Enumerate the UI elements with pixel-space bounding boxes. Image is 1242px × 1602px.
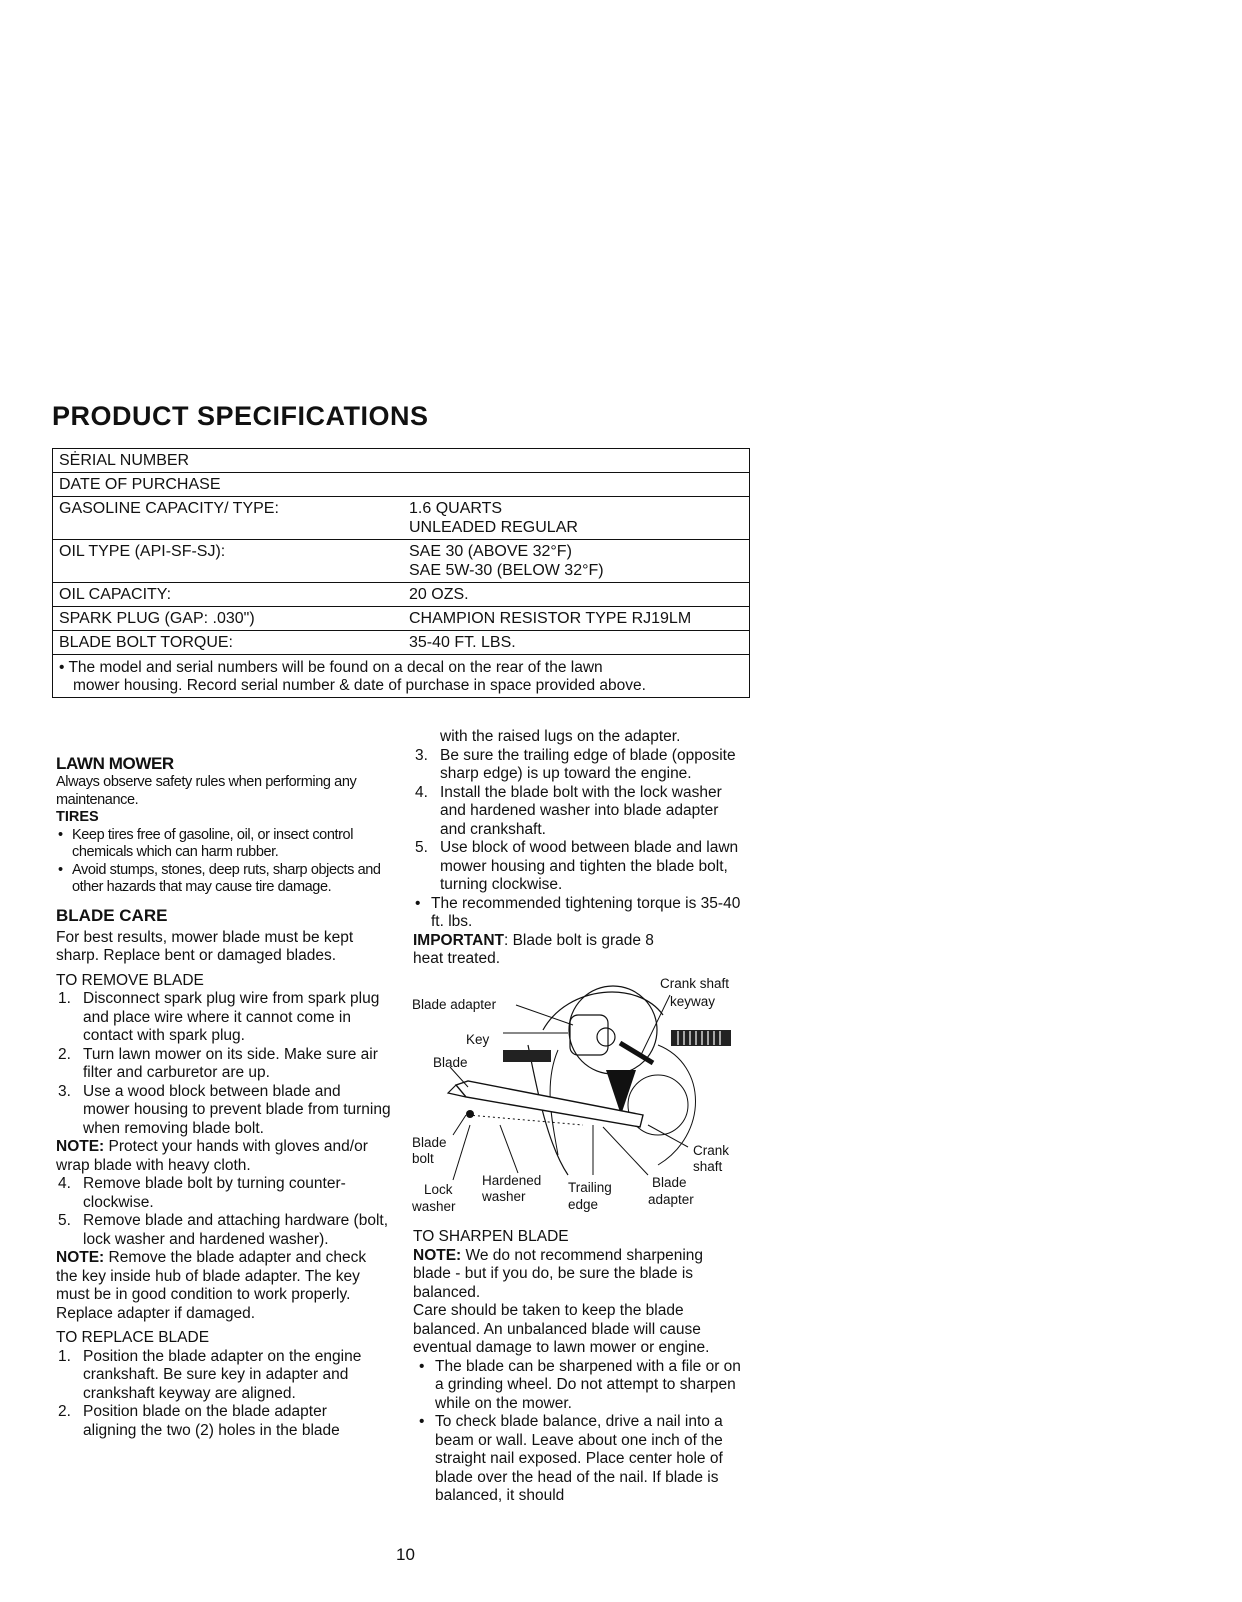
spec-value: 20 OZS.: [409, 586, 469, 603]
keyway-detail: [620, 1043, 653, 1063]
spec-note-line1: • The model and serial numbers will be found on a decal on the rear of the lawn: [59, 659, 603, 676]
spec-label: DATE OF PURCHASE: [59, 476, 221, 493]
right-column-bottom: [413, 1228, 753, 1506]
sharpen-care-text: Care should be taken to keep the blade balanced. An unbalanced blade will cause eventual damage to lawn mower or engine.: [413, 1302, 710, 1356]
list-item: 2. Turn lawn mower on its side. Make sure air filter and carburetor are up.: [58, 1045, 378, 1081]
list-item: • The recommended tightening torque is 35-40 ft. lbs.: [415, 894, 741, 930]
label-blade: Blade: [433, 1055, 468, 1070]
spec-table: [52, 448, 750, 698]
spec-label: SPARK PLUG (GAP: .030"): [59, 610, 255, 627]
key-block: [503, 1050, 551, 1062]
bolt-head: [466, 1110, 474, 1118]
spec-value: 35-40 FT. LBS.: [409, 634, 516, 651]
spec-label: BLADE BOLT TORQUE:: [59, 634, 233, 651]
sharpen-bullets: [413, 1358, 748, 1506]
remove-blade-heading: TO REMOVE BLADE: [56, 971, 204, 989]
bolt-axis: [468, 1115, 583, 1125]
lawn-mower-heading: LAWN MOWER: [56, 754, 174, 773]
tires-heading: TIRES: [56, 809, 99, 825]
label-blade-adapter-1: Blade: [652, 1175, 687, 1190]
sharpen-note: NOTE: We do not recommend sharpening blade - but if you do, be sure the blade is balanced.: [413, 1246, 704, 1301]
list-item: 3. Be sure the trailing edge of blade (opposite sharp edge) is up toward the engine.: [415, 746, 736, 782]
list-item: • Keep tires free of gasoline, oil, or insect control chemicals which can harm rubber.: [58, 826, 354, 860]
label-key: Key: [466, 1032, 490, 1047]
list-item: 4. Install the blade bolt with the lock washer and hardened washer into blade adapter and crankshaft.: [415, 783, 722, 838]
list-item: 4. Remove blade bolt by turning counter-clockwise.: [58, 1175, 346, 1211]
page-title: PRODUCT SPECIFICATIONS: [52, 401, 429, 431]
spec-note: [53, 654, 749, 697]
label-lock-washer-1: Lock: [424, 1182, 453, 1197]
blade-care-heading: BLADE CARE: [56, 905, 168, 925]
spec-row-oil-type: [53, 540, 749, 583]
engine-fins: [671, 1030, 731, 1046]
remove-steps: [56, 990, 391, 1138]
label-hardened-washer-2: washer: [482, 1189, 526, 1204]
spec-label: OIL CAPACITY:: [59, 586, 172, 603]
label-trailing-edge-1: Trailing: [568, 1180, 612, 1195]
adapter-detail: [570, 1015, 608, 1055]
spec-note-line2: mower housing. Record serial number & date of purchase in space provided above.: [73, 677, 646, 694]
label-crank-shaft-1: Crank: [693, 1143, 730, 1158]
replace-blade-heading: TO REPLACE BLADE: [56, 1329, 210, 1346]
label-crank-shaft-keyway-2: keyway: [670, 994, 716, 1009]
remove-steps-2: [56, 1175, 391, 1249]
spec-row-gasoline: [53, 497, 749, 540]
list-item: 5. Remove blade and attaching hardware (bolt, lock washer and hardened washer).: [58, 1212, 389, 1248]
list-item: 1. Position the blade adapter on the engine crankshaft. Be sure key in adapter and crankshaft keyway are aligned.: [58, 1347, 362, 1402]
label-crank-shaft-2: shaft: [693, 1159, 723, 1174]
sharpen-blade-heading: TO SHARPEN BLADE: [413, 1228, 569, 1245]
detail-circle: [569, 986, 657, 1074]
list-item: 3. Use a wood block between blade and mower housing to prevent blade from turning when removing blade bolt.: [58, 1082, 391, 1137]
spec-row-blade-torque: [53, 631, 749, 654]
replace-steps: [56, 1348, 366, 1441]
replace-steps-continued: [413, 747, 748, 895]
label-blade-bolt-1: Blade: [412, 1135, 447, 1150]
adapter-hole: [597, 1028, 615, 1046]
list-item: 5. Use block of wood between blade and lawn mower housing and tighten the blade bolt, turning clockwise.: [415, 839, 739, 893]
spec-label: GASOLINE CAPACITY/ TYPE:: [59, 500, 279, 517]
adapter-note: NOTE: Remove the blade adapter and check the key inside hub of blade adapter. The key must be in good condition to work properly. Replace adapter if damaged.: [56, 1249, 367, 1322]
spec-value-2: UNLEADED REGULAR: [409, 519, 578, 536]
spec-row-spark-plug: [53, 607, 749, 631]
continuation-text: with the raised lugs on the adapter.: [440, 728, 681, 745]
blade-care-intro: For best results, mower blade must be kept sharp. Replace bent or damaged blades.: [56, 928, 354, 964]
torque-list: [413, 895, 748, 932]
spec-value: CHAMPION RESISTOR TYPE RJ19LM: [409, 610, 692, 627]
wheel-outline: [658, 1045, 696, 1165]
label-blade-adapter-top: Blade adapter: [412, 997, 497, 1012]
remove-note: NOTE: Protect your hands with gloves and/or wrap blade with heavy cloth.: [56, 1138, 368, 1174]
spec-row-serial: [53, 449, 749, 473]
label-blade-adapter-2: adapter: [648, 1192, 694, 1207]
label-lock-washer-2: washer: [412, 1199, 456, 1214]
label-trailing-edge-2: edge: [568, 1197, 599, 1212]
spec-value: 1.6 QUARTS: [409, 500, 503, 517]
blade-diagram-svg: [408, 975, 753, 1225]
tires-list: [56, 827, 386, 897]
spec-value-2: SAE 5W-30 (BELOW 32°F): [409, 562, 604, 579]
list-item: • To check blade balance, drive a nail into a beam or wall. Leave about one inch of the straight nail exposed. Place center hole of blade over the head of the nail. If blade is balanced, it should: [419, 1413, 723, 1504]
left-column: [56, 754, 401, 1440]
label-crank-shaft-keyway: Crank shaft: [660, 976, 730, 991]
spec-label: OIL TYPE (API-SF-SJ):: [59, 543, 226, 560]
list-item: 2. Position blade on the blade adapter aligning the two (2) holes in the blade: [58, 1403, 340, 1439]
spec-label: SĖRIAL NUMBER: [59, 452, 190, 469]
page-number: 10: [396, 1545, 415, 1564]
label-blade-bolt-2: bolt: [412, 1151, 434, 1166]
housing-outline: [543, 992, 663, 1030]
blade-assembly-diagram: [408, 975, 753, 1225]
list-item: 1. Disconnect spark plug wire from spark plug and place wire where it cannot come in contact with spark plug.: [58, 990, 380, 1044]
list-item: • Avoid stumps, stones, deep ruts, sharp objects and other hazards that may cause tire damage.: [58, 861, 381, 895]
spec-row-oil-capacity: [53, 583, 749, 607]
spec-value: [409, 475, 743, 494]
spec-value: [409, 451, 743, 470]
label-hardened-washer-1: Hardened: [482, 1173, 542, 1188]
important-note: IMPORTANT: Blade bolt is grade 8 heat treated.: [413, 931, 654, 967]
list-item: • The blade can be sharpened with a file or on a grinding wheel. Do not attempt to sharpen while on the mower.: [419, 1357, 741, 1412]
spec-value: SAE 30 (ABOVE 32°F): [409, 543, 572, 560]
spec-row-date: [53, 473, 749, 497]
lawn-mower-intro: Always observe safety rules when performing any maintenance.: [56, 774, 357, 808]
right-column-top: [413, 728, 753, 969]
